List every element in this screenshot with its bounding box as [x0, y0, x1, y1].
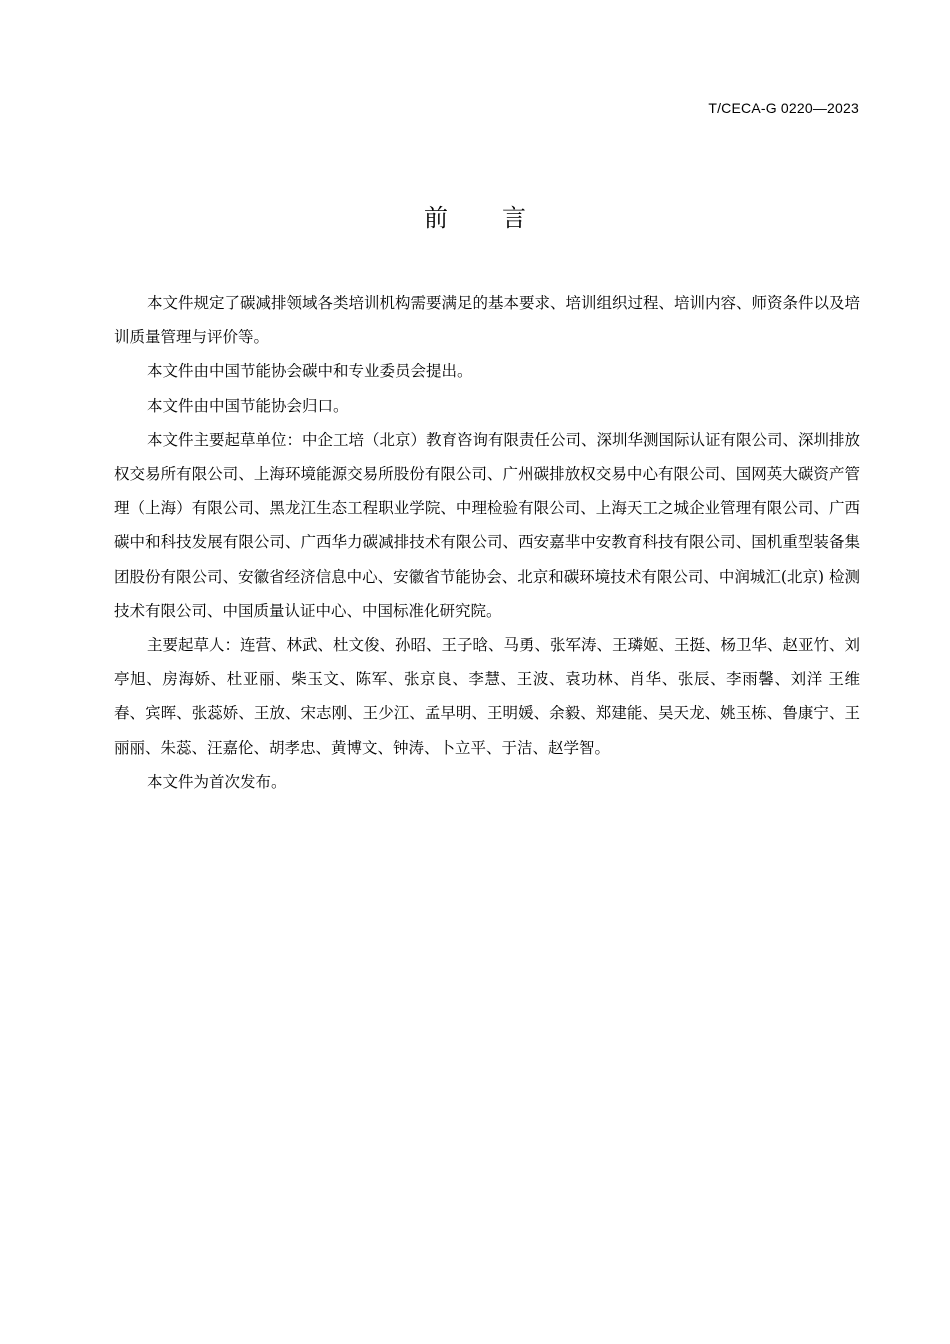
paragraph-administrator: 本文件由中国节能协会归口。	[147, 396, 349, 415]
paragraph-scope: 本文件规定了碳减排领域各类培训机构需要满足的基本要求、培训组织过程、培训内容、师资条件以及培训质量管理与评价等。	[114, 294, 861, 347]
foreword-body	[114, 286, 860, 799]
standard-number: T/CECA-G 0220—2023	[708, 100, 859, 116]
page-title: 前言	[424, 204, 580, 232]
paragraph-drafting-units: 本文件主要起草单位：中企工培（北京）教育咨询有限责任公司、深圳华测国际认证有限公司、深圳排放权交易所有限公司、上海环境能源交易所股份有限公司、广州碳排放权交易中心有限公司、国网英大碳资产管理（上海）有限公司、黑龙江生态工程职业学院、中理检验有限公司、上海天工之城企业管理有限公司、广西碳中和科技发展有限公司、广西华力碳减排技术有限公司、西安嘉芈中安教育科技有限公司、国机重型装备集团股份有限公司、安徽省经济信息中心、安徽省节能协会、北京和碳环境技术有限公司、中润城汇(北京) 检测技术有限公司、中国质量认证中心、中国标准化研究院。	[114, 430, 861, 620]
paragraph-proposer: 本文件由中国节能协会碳中和专业委员会提出。	[147, 362, 473, 381]
paragraph-drafters: 主要起草人：连营、林武、杜文俊、孙昭、王子晗、马勇、张军涛、王璘姬、王挺、杨卫华、赵亚竹、刘亭旭、房海娇、杜亚丽、柴玉文、陈军、张京良、李慧、王波、袁功林、肖华、张辰、李雨馨、刘洋 王维春、宾晖、张蕊娇、王放、宋志刚、王少江、孟早明、王明媛、余毅、郑建能、吴天龙、姚玉栋、鲁康宁、王丽丽、朱蕊、汪嘉伦、胡孝忠、黄博文、钟涛、卜立平、于洁、赵学智。	[114, 636, 861, 757]
paragraph-first-release: 本文件为首次发布。	[147, 772, 287, 791]
